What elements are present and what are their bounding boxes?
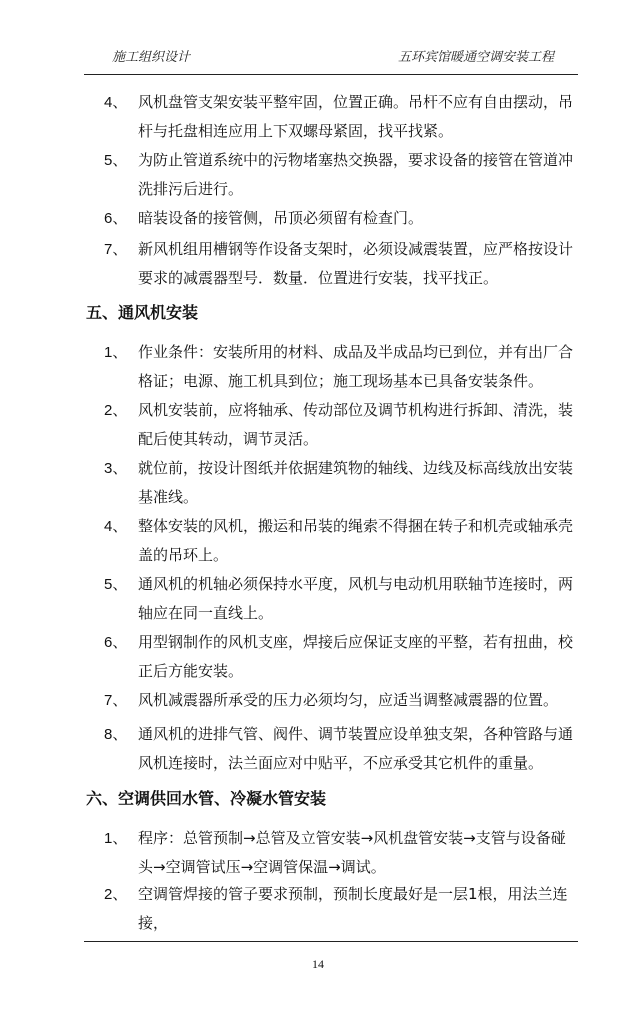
item-number: 6、 <box>104 634 128 651</box>
item-text: 为防止管道系统中的污物堵塞热交换器，要求设备的接管在管道冲洗排污后进行。 <box>138 151 574 198</box>
list-item <box>104 235 578 293</box>
item-number: 4、 <box>104 94 128 111</box>
list-item <box>104 720 578 778</box>
item-number: 6、 <box>104 210 128 227</box>
list-item <box>104 686 578 715</box>
item-number: 2、 <box>104 886 128 903</box>
list-item <box>104 824 578 882</box>
section-heading: 六、空调供回水管、冷凝水管安装 <box>86 789 327 808</box>
item-text: 风机安装前，应将轴承、传动部位及调节机构进行拆卸、清洗，装配后使其转动，调节灵活。 <box>138 401 574 448</box>
item-text: 整体安装的风机，搬运和吊装的绳索不得捆在转子和机壳或轴承壳盖的吊环上。 <box>138 517 574 564</box>
header-divider <box>84 74 578 75</box>
section-heading: 五、通风机安装 <box>86 303 199 322</box>
list-item <box>104 570 578 628</box>
page-number: 14 <box>312 957 324 971</box>
list-item <box>104 204 578 233</box>
list-item <box>104 88 578 146</box>
list-item <box>104 454 578 512</box>
item-text: 风机盘管支架安装平整牢固，位置正确。吊杆不应有自由摆动，吊杆与托盘相连应用上下双螺母紧固，找平找紧。 <box>138 93 574 140</box>
item-text: 程序：总管预制→总管及立管安装→风机盘管安装→支管与设备碰头→空调管试压→空调管保温→调试。 <box>138 829 566 876</box>
item-number: 1、 <box>104 830 128 847</box>
page-header-left: 施工组织设计 <box>112 50 191 65</box>
item-number: 3、 <box>104 460 128 477</box>
item-text: 空调管焊接的管子要求预制，预制长度最好是一层1根，用法兰连接， <box>138 885 568 932</box>
item-text: 通风机的进排气管、阀件、调节装置应设单独支架，各种管路与通风机连接时，法兰面应对中贴平，不应承受其它机件的重量。 <box>138 725 574 772</box>
list-item <box>104 338 578 396</box>
footer-divider <box>84 941 578 942</box>
item-text: 暗装设备的接管侧，吊顶必须留有检查门。 <box>138 209 424 227</box>
item-text: 作业条件：安装所用的材料、成品及半成品均已到位，并有出厂合格证；电源、施工机具到位；施工现场基本已具备安装条件。 <box>138 343 574 390</box>
item-text: 就位前，按设计图纸并依据建筑物的轴线、边线及标高线放出安装基准线。 <box>138 459 574 506</box>
item-number: 8、 <box>104 726 128 743</box>
list-item <box>104 628 578 686</box>
item-text: 通风机的机轴必须保持水平度，风机与电动机用联轴节连接时，两轴应在同一直线上。 <box>138 575 574 622</box>
item-number: 7、 <box>104 692 128 709</box>
list-item <box>104 396 578 454</box>
item-text: 用型钢制作的风机支座，焊接后应保证支座的平整，若有扭曲，校正后方能安装。 <box>138 633 574 680</box>
item-number: 5、 <box>104 576 128 593</box>
item-number: 7、 <box>104 241 128 258</box>
list-item <box>104 146 578 204</box>
item-number: 1、 <box>104 344 128 361</box>
item-number: 4、 <box>104 518 128 535</box>
page-header-right: 五环宾馆暖通空调安装工程 <box>397 50 554 65</box>
item-text: 新风机组用槽钢等作设备支架时，必须设减震装置，应严格按设计要求的减震器型号．数量．位置进行安装，找平找正。 <box>138 240 574 287</box>
list-item <box>104 512 578 570</box>
item-number: 5、 <box>104 152 128 169</box>
list-item <box>104 880 578 938</box>
item-text: 风机减震器所承受的压力必须均匀，应适当调整减震器的位置。 <box>138 691 559 709</box>
item-number: 2、 <box>104 402 128 419</box>
